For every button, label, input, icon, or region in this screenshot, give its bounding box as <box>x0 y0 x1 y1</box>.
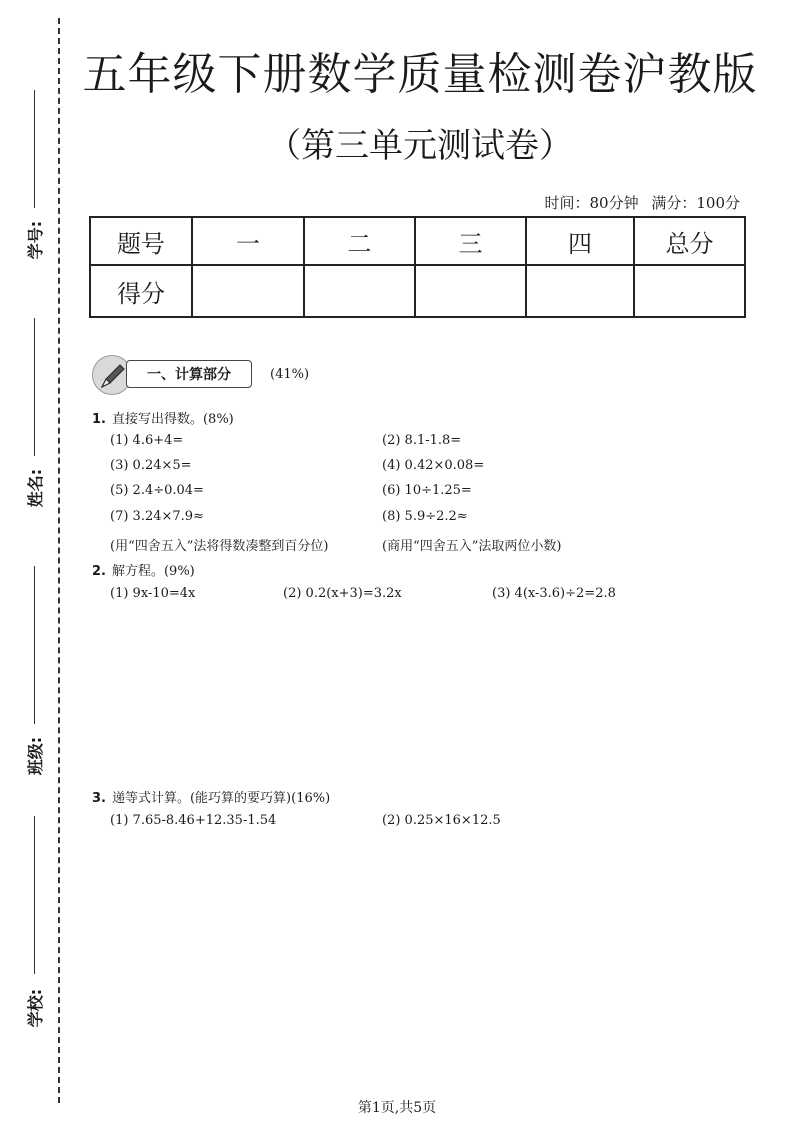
school-field[interactable] <box>14 816 54 1036</box>
page-title: 五年级下册数学质量检测卷沪教版 <box>82 49 758 100</box>
question-prompt: 直接写出得数。(8%) <box>111 412 234 427</box>
student-no-label: 学号: <box>25 220 45 260</box>
name-label: 姓名: <box>25 468 45 508</box>
score-table-score-row <box>90 265 745 317</box>
student-no-underline <box>34 90 35 208</box>
score-header-cell: 二 <box>304 217 415 265</box>
q2-item: (2) 0.2(x+3)=3.2x <box>283 586 402 601</box>
pencil-icon <box>98 361 128 391</box>
exam-full-score: 满分：100分 <box>651 194 740 212</box>
question-1 <box>92 408 234 427</box>
question-3 <box>92 787 330 806</box>
q1-item: (5) 2.4÷0.04= <box>110 483 204 498</box>
name-field[interactable] <box>14 318 54 518</box>
question-number: 3. <box>92 791 106 806</box>
page-number: 第1页,共5页 <box>357 1100 437 1116</box>
q1-item: (1) 4.6+4= <box>110 433 184 448</box>
question-2 <box>92 560 195 579</box>
question-number: 2. <box>92 564 106 579</box>
section-title: 一、计算部分 <box>126 360 252 388</box>
q3-item: (1) 7.65-8.46+12.35-1.54 <box>110 813 277 828</box>
q2-item: (1) 9x-10=4x <box>110 586 196 601</box>
name-underline <box>34 318 35 456</box>
score-header-cell: 一 <box>192 217 304 265</box>
score-cell[interactable] <box>526 265 634 317</box>
q1-item: (7) 3.24×7.9≈ <box>110 509 204 524</box>
q1-note: (用“四舍五入”法将得数凑整到百分位) <box>110 539 329 554</box>
school-underline <box>34 816 35 974</box>
question-number: 1. <box>92 412 106 427</box>
binding-dashed-line <box>58 18 60 1103</box>
school-label: 学校: <box>25 988 45 1028</box>
score-table <box>89 216 746 318</box>
score-row-label: 得分 <box>90 265 192 317</box>
q1-item: (2) 8.1-1.8= <box>382 433 462 448</box>
score-header-cell: 四 <box>526 217 634 265</box>
score-cell[interactable] <box>192 265 304 317</box>
class-underline <box>34 566 35 724</box>
score-header-cell: 题号 <box>90 217 192 265</box>
class-field[interactable] <box>14 566 54 786</box>
q1-item: (6) 10÷1.25= <box>382 483 472 498</box>
q1-item: (3) 0.24×5= <box>110 458 192 473</box>
q2-item: (3) 4(x-3.6)÷2=2.8 <box>492 586 616 601</box>
q1-note: (商用“四舍五入”法取两位小数) <box>382 539 562 554</box>
student-no-field[interactable] <box>14 90 54 280</box>
class-label: 班级: <box>25 736 45 776</box>
exam-meta <box>536 192 740 213</box>
score-cell[interactable] <box>304 265 415 317</box>
score-table-header-row <box>90 217 745 265</box>
section-percent: (41%) <box>270 367 310 382</box>
question-prompt: 解方程。(9%) <box>111 564 195 579</box>
score-header-cell: 总分 <box>634 217 745 265</box>
exam-time: 时间：80分钟 <box>544 194 639 212</box>
score-cell[interactable] <box>634 265 745 317</box>
score-header-cell: 三 <box>415 217 526 265</box>
page-subtitle: （第三单元测试卷） <box>267 126 573 166</box>
q3-item: (2) 0.25×16×12.5 <box>382 813 501 828</box>
q1-item: (4) 0.42×0.08= <box>382 458 485 473</box>
question-prompt: 递等式计算。(能巧算的要巧算)(16%) <box>111 791 331 806</box>
section-badge <box>92 355 262 391</box>
q1-item: (8) 5.9÷2.2≈ <box>382 509 468 524</box>
score-cell[interactable] <box>415 265 526 317</box>
